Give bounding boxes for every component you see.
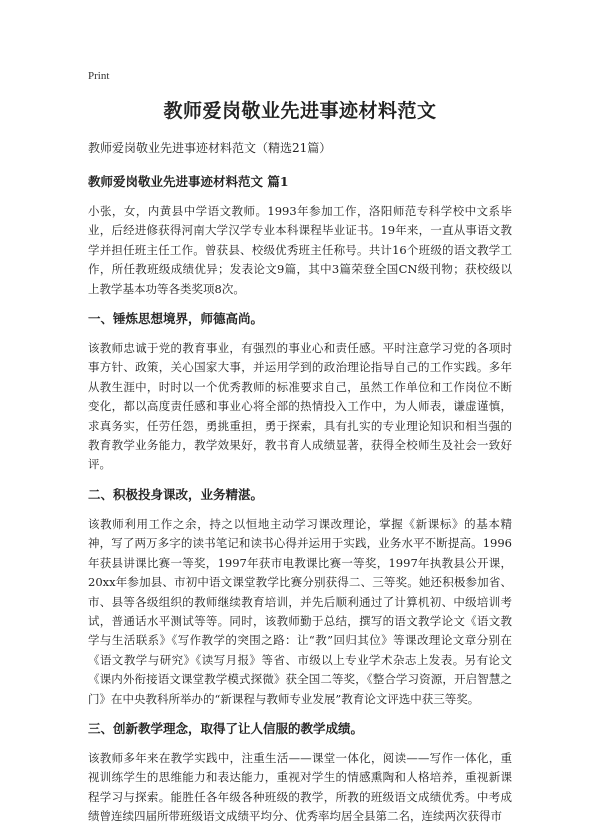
document-title: 教师爱岗敬业先进事迹材料范文 (163, 100, 437, 122)
section-title: 教师爱岗敬业先进事迹材料范文 篇1 (88, 174, 289, 189)
print-label[interactable]: Print (88, 70, 110, 82)
paragraph-curriculum-reform: 该教师利用工作之余，持之以恒地主动学习课改理论，掌握《新课标》的基本精神，写了两万多字的读书笔记和读书心得并运用于实践，业务水平不断提高。1996年获县讲课比赛一等奖，1997年获市电教课比赛一等奖，1997年执教县公开课，20xx年参加县、市初中语文课堂教学比赛分别获得二、三等奖。她还积极参加省、市、县等各级组织的教师继续教育培训，并先后顺利通过了计算机初、中级培训考试，普通话水平测试等等。同时，该教师勤于总结，撰写的语文教学论文《语文教学与生活联系》《写作教学的突围之路：让“教”回归其位》等课改理论文章分别在《语文教学与研究》《读写月报》等省、市级以上专业学术杂志上发表。另有论文《课内外衔接语文课堂教学模式探微》获全国二等奖，《整合学习资源，开启智慧之门》在中央教科所举办的“新课程与教师专业发展”教育论文评选中获三等奖。 (88, 516, 512, 706)
document-subtitle: 教师爱岗敬业先进事迹材料范文（精选21篇） (88, 141, 332, 155)
intro-paragraph: 小张，女，内黄县中学语文教师。1993年参加工作，洛阳师范专科学校中文系毕业，后经进修获得河南大学汉学专业本科课程毕业证书。19年来，一直从事语文教学并担任班主任工作。曾获县、校级优秀班主任称号。共计16个班级的语文教学工作，所任教班级成绩优异；发表论文9篇，其中3篇荣登全国CN级刊物；获校级以上教学基本功等各类奖项8次。 (88, 204, 512, 296)
paragraph-morality: 该教师忠诚于党的教育事业，有强烈的事业心和责任感。平时注意学习党的各项时事方针、政策，关心国家大事，并运用学到的政治理论指导自己的工作实践。多年从教生涯中，时时以一个优秀教师的标准要求自己，虽然工作单位和工作岗位不断变化，都以高度责任感和事业心将全部的热情投入工作中，为人师表，谦虚谨慎，求真务实，任劳任怨，勇挑重担，勇于探索，具有扎实的专业理论知识和相当强的教育教学业务能力，教学效果好，教书育人成绩显著，获得全校师生及社会一致好评。 (88, 341, 512, 472)
heading-morality: 一、锤炼思想境界，师德高尚。 (88, 311, 264, 327)
heading-curriculum-reform: 二、积极投身课改，业务精湛。 (88, 486, 264, 502)
heading-teaching-results: 三、创新教学理念，取得了让人信服的教学成绩。 (88, 720, 364, 736)
paragraph-teaching-results: 该教师多年来在教学实践中，注重生活——课堂一体化，阅读——写作一体化，重视训练学生的思维能力和表达能力，重视对学生的情感熏陶和人格培养，重视新课程学习与探索。能胜任各年级各种班级的教学，所教的班级语文成绩优秀。中考成绩曾连续四届所带班级语文成绩平均分、优秀率均居全县第二名，连续两次获得市 (88, 750, 512, 824)
